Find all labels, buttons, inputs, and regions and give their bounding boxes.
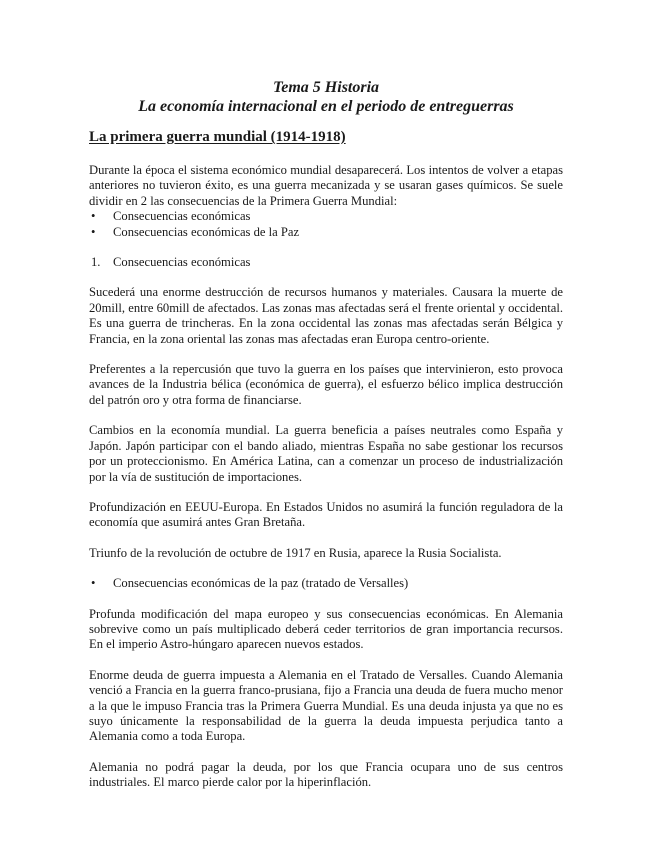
- bullet-text: Consecuencias económicas de la Paz: [113, 224, 300, 239]
- paragraph: Enorme deuda de guerra impuesta a Alemania en el Tratado de Versalles. Cuando Alemania venció a Francia en la guerra franco-prusiana, fijo a Francia una deuda de fuera mucho menor a la que le impuso Francia tras la Primera Guerra Mundial. Es una deuda injusta ya que no es suyo únicamente la responsabilidad de la guerra la deuda impuesta perjudica tanto a Alemania como a toda Europa.: [89, 667, 563, 744]
- bullet-mark: •: [91, 209, 96, 224]
- document-title-line-1: Tema 5 Historia: [272, 79, 380, 96]
- paragraph: Triunfo de la revolución de octubre de 1917 en Rusia, aparece la Rusia Socialista.: [89, 545, 502, 560]
- bullet-text: Consecuencias económicas de la paz (tratado de Versalles): [113, 576, 409, 591]
- paragraph: Profunda modificación del mapa europeo y sus consecuencias económicas. En Alemania sobrevive como un país multiplicado deberá ceder territorios de gran importancia recursos. En el imperio Astro-húngaro aparecen nuevos estados.: [89, 606, 563, 652]
- paragraph: Profundización en EEUU-Europa. En Estados Unidos no asumirá la función reguladora de la economía que asumirá antes Gran Bretaña.: [89, 499, 563, 530]
- paragraph: Sucederá una enorme destrucción de recursos humanos y materiales. Causara la muerte de 20mill, entre 60mill de afectados. Las zonas mas afectadas será el frente oriental y occidental. Es una guerra de trincheras. En la zona occidental las zonas mas afectadas serán Bélgica y Francia, en la zona oriental las zonas mas afectadas eran Europa centro-oriente.: [89, 285, 563, 346]
- document-page: [89, 78, 563, 791]
- bullet-mark: •: [91, 224, 96, 239]
- numbered-item-text: Consecuencias económicas: [113, 255, 251, 270]
- paragraph: Alemania no podrá pagar la deuda, por los que Francia ocupara uno de sus centros industriales. El marco pierde calor por la hiperinflación.: [89, 759, 563, 790]
- paragraph: Preferentes a la repercusión que tuvo la guerra en los países que intervinieron, esto provoca avances de la Industria bélica (económica de guerra), el esfuerzo bélico implica destrucción del patrón oro y otra forma de financiarse.: [89, 362, 563, 407]
- intro-paragraph: Durante la época el sistema económico mundial desaparecerá. Los intentos de volver a etapas anteriores no tuvieron éxito, es una guerra mecanizada y se usaran gases químicos. Se suele dividir en 2 las consecuencias de la Primera Guerra Mundial:: [89, 163, 563, 208]
- intro-bullet: [89, 209, 563, 224]
- section-heading: La primera guerra mundial (1914-1918): [89, 129, 346, 145]
- document-title-line-2: La economía internacional en el periodo de entreguerras: [138, 98, 514, 115]
- numbered-item: [89, 255, 563, 270]
- number-mark: 1.: [91, 255, 101, 270]
- bullet-text: Consecuencias económicas: [113, 209, 251, 224]
- intro-bullet: [89, 225, 563, 240]
- paragraph: Cambios en la economía mundial. La guerra beneficia a países neutrales como España y Japón. Japón participar con el bando aliado, mientras España no sabe gestionar los recursos por un proteccionismo. En América Latina, can a comenzar un proceso de industrialización por la vía de sustitución de importaciones.: [89, 423, 563, 484]
- bullet-mark: •: [91, 576, 96, 591]
- peace-bullet: [89, 576, 563, 591]
